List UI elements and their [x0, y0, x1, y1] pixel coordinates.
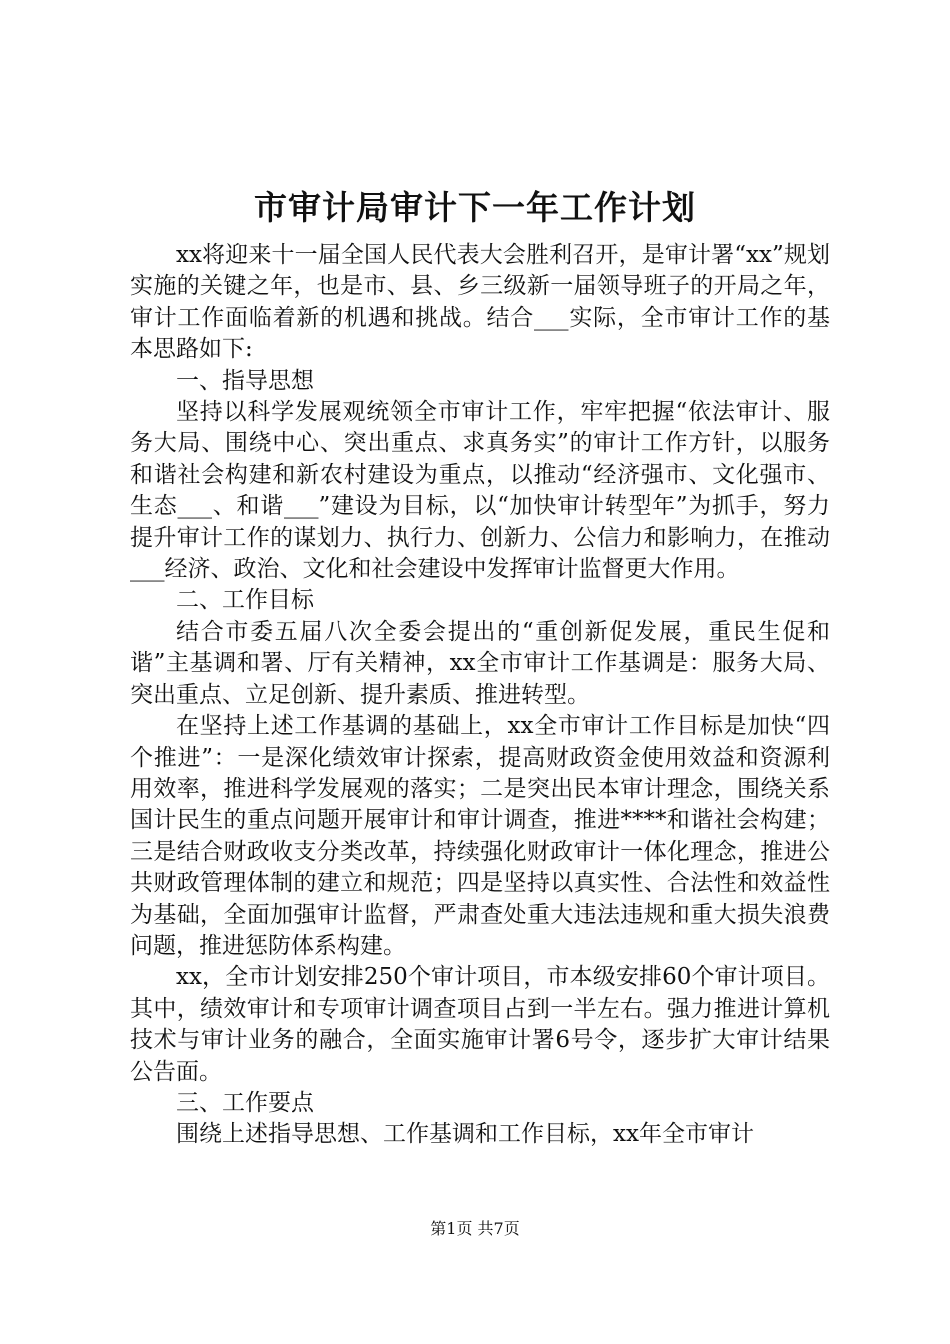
- paragraph-project-plan: xx，全市计划安排250个审计项目，市本级安排60个审计项目。其中，绩效审计和专项审计调查项目占到一半左右。强力推进计算机技术与审计业务的融合，全面实施审计署6号令，逐步扩大审计结果公告面。: [130, 964, 830, 1085]
- paragraph-work-tone: 结合市委五届八次全委会提出的“重创新促发展，重民生促和谐”主基调和署、厅有关精神，xx全市审计工作基调是：服务大局、突出重点、立足创新、提升素质、推进转型。: [130, 618, 830, 708]
- document-body: [130, 240, 830, 1151]
- document-title: 市审计局审计下一年工作计划: [254, 188, 696, 227]
- paragraph-four-advances: 在坚持上述工作基调的基础上，xx全市审计工作目标是加快“四个推进”：一是深化绩效审计探索，提高财政资金使用效益和资源利用效率，推进科学发展观的落实；二是突出民本审计理念，围绕关系国计民生的重点问题开展审计和审计调查，推进****和谐社会构建；三是结合财政收支分类改革，持续强化财政审计一体化理念，推进公共财政管理体制的建立和规范；四是坚持以真实性、合法性和效益性为基础，全面加强审计监督，严肃查处重大违法违规和重大损失浪费问题，推进惩防体系构建。: [130, 713, 830, 959]
- section-heading-guiding-ideology: 一、指导思想: [176, 367, 314, 394]
- section-heading-work-goals: 二、工作目标: [176, 587, 314, 614]
- page-footer: 第1页 共7页: [430, 1219, 520, 1238]
- paragraph-intro: xx将迎来十一届全国人民代表大会胜利召开，是审计署“xx”规划实施的关键之年，也是市、县、乡三级新一届领导班子的开局之年，审计工作面临着新的机遇和挑战。结合___实际，全市审计工作的基本思路如下:: [130, 242, 830, 363]
- paragraph-work-points: 围绕上述指导思想、工作基调和工作目标，xx年全市审计: [176, 1121, 754, 1148]
- paragraph-guiding-ideology: 坚持以科学发展观统领全市审计工作，牢牢把握“依法审计、服务大局、围绕中心、突出重点、求真务实”的审计工作方针，以服务和谐社会构建和新农村建设为重点，以推动“经济强市、文化强市、生态___、和谐___”建设为目标，以“加快审计转型年”为抓手，努力提升审计工作的谋划力、执行力、创新力、公信力和影响力，在推动___经济、政治、文化和社会建设中发挥审计监督更大作用。: [130, 399, 830, 583]
- section-heading-work-points: 三、工作要点: [176, 1089, 314, 1116]
